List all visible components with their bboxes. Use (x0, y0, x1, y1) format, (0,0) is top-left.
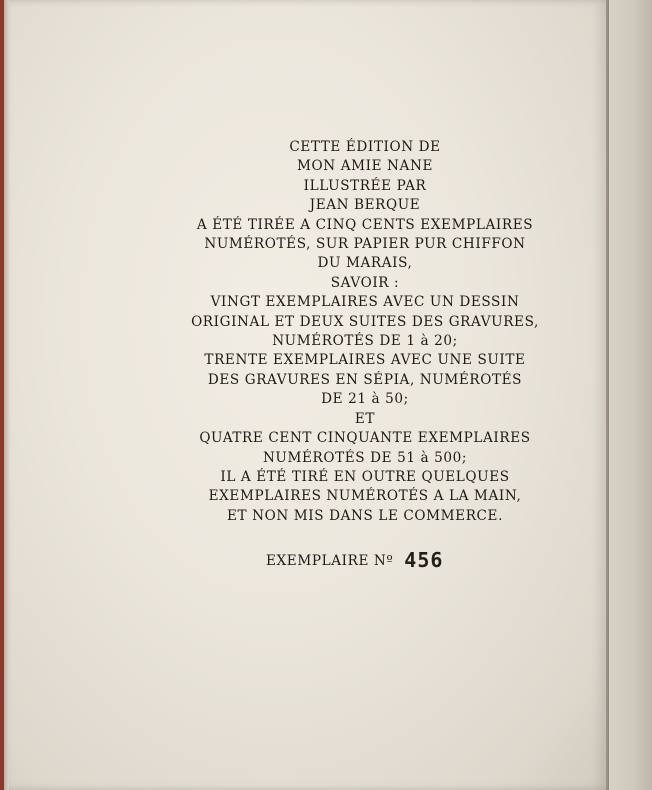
colophon-line: NUMÉROTÉS DE 51 à 500; (262, 449, 468, 466)
colophon-line: CETTE ÉDITION DE (289, 139, 441, 155)
colophon-line: ORIGINAL ET DEUX SUITES DES GRAVURES, (191, 313, 539, 330)
copy-number-line (266, 546, 466, 570)
underlying-page (606, 0, 652, 790)
colophon-line: JEAN BERQUE (309, 197, 421, 214)
colophon-line: ET (354, 410, 376, 427)
colophon-line: VINGT EXEMPLAIRES AVEC UN DESSIN (210, 294, 520, 311)
colophon-line: NUMÉROTÉS DE 1 à 20; (272, 333, 458, 350)
colophon-line: ILLUSTRÉE PAR (303, 177, 427, 194)
colophon-line: SAVOIR : (330, 274, 400, 291)
colophon-line: MON AMIE NANE (297, 158, 433, 175)
colophon-line: DE 21 à 50; (321, 391, 409, 408)
colophon-line: A ÉTÉ TIRÉE A CINQ CENTS EXEMPLAIRES (196, 216, 534, 233)
copy-number-label: EXEMPLAIRE Nº (266, 553, 394, 569)
colophon-line: DES GRAVURES EN SÉPIA, NUMÉROTÉS (207, 371, 523, 388)
colophon-line: NUMÉROTÉS, SUR PAPIER PUR CHIFFON (204, 236, 526, 253)
colophon-text (166, 138, 564, 526)
book-page (4, 0, 606, 790)
colophon-line: DU MARAIS, (317, 255, 413, 272)
colophon-line: EXEMPLAIRES NUMÉROTÉS A LA MAIN, (208, 488, 522, 505)
colophon-line: QUATRE CENT CINQUANTE EXEMPLAIRES (199, 430, 531, 447)
page-left-edge (4, 0, 9, 790)
colophon-line: IL A ÉTÉ TIRÉ EN OUTRE QUELQUES (220, 468, 510, 485)
colophon-line: ET NON MIS DANS LE COMMERCE. (227, 507, 503, 524)
copy-number-value: 456 (404, 548, 444, 572)
colophon-line: TRENTE EXEMPLAIRES AVEC UNE SUITE (204, 352, 526, 369)
